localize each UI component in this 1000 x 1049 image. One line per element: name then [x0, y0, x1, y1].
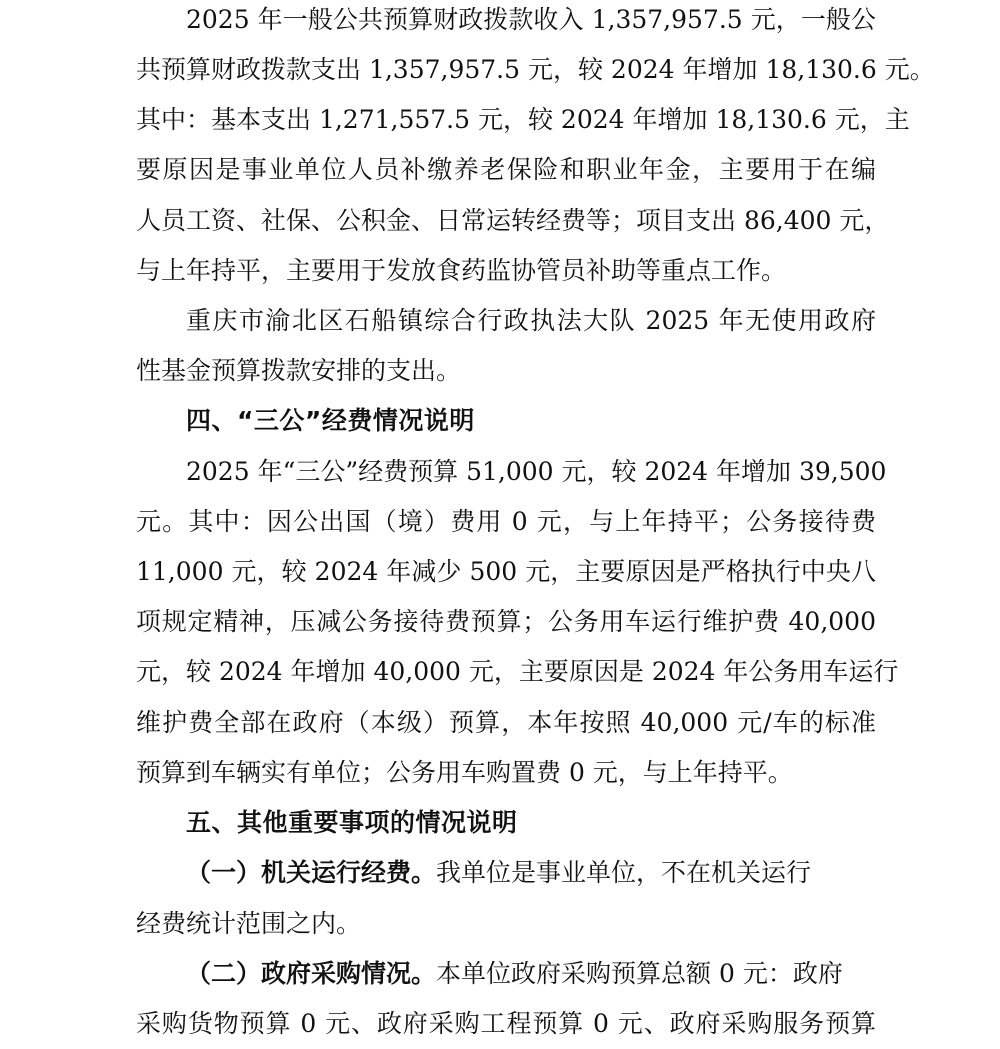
paragraph-line: 采购货物预算 0 元、政府采购工程预算 0 元、政府采购服务预算: [136, 1009, 876, 1038]
paragraph-text: 我单位是事业单位，不在机关运行: [436, 858, 812, 887]
paragraph-line: 性基金预算拨款安排的支出。: [136, 356, 462, 385]
paragraph-line: 11,000 元，较 2024 年减少 500 元，主要原因是严格执行中央八: [136, 557, 876, 586]
paragraph-line: 元。其中：因公出国（境）费用 0 元，与上年持平；公务接待费: [136, 507, 876, 536]
subheading-government-procurement: （二）政府采购情况。: [186, 959, 437, 988]
paragraph-line: 共预算财政拨款支出 1,357,957.5 元，较 2024 年增加 18,130.6 元。: [136, 55, 935, 84]
paragraph-line: 预算到车辆实有单位；公务用车购置费 0 元，与上年持平。: [136, 758, 793, 787]
paragraph-line: 与上年持平，主要用于发放食药监协管员补助等重点工作。: [136, 256, 787, 285]
paragraph-line: 2025 年“三公”经费预算 51,000 元，较 2024 年增加 39,500: [186, 457, 887, 486]
paragraph-line: 项规定精神，压减公务接待费预算；公务用车运行维护费 40,000: [136, 607, 876, 636]
paragraph-line: [186, 949, 876, 999]
subheading-agency-operating-costs: （一）机关运行经费。: [186, 858, 437, 887]
section-heading-other-matters: 五、其他重要事项的情况说明: [186, 808, 518, 837]
paragraph-line: 其中：基本支出 1,271,557.5 元，较 2024 年增加 18,130.6 元，主: [136, 105, 910, 134]
section-heading-san-gong: 四、“三公”经费情况说明: [186, 406, 475, 435]
paragraph-text: 本单位政府采购预算总额 0 元：政府: [436, 959, 843, 988]
paragraph-line: 要原因是事业单位人员补缴养老保险和职业年金，主要用于在编: [136, 155, 876, 184]
paragraph-line: 维护费全部在政府（本级）预算，本年按照 40,000 元/车的标准: [136, 708, 876, 737]
paragraph-line: 2025 年一般公共预算财政拨款收入 1,357,957.5 元，一般公: [186, 5, 876, 34]
paragraph-line: 人员工资、社保、公积金、日常运转经费等；项目支出 86,400 元，: [136, 206, 890, 235]
paragraph-line: 重庆市渝北区石船镇综合行政执法大队 2025 年无使用政府: [186, 306, 876, 335]
paragraph-line: [186, 848, 876, 898]
paragraph-line: 经费统计范围之内。: [136, 909, 362, 938]
paragraph-line: 元，较 2024 年增加 40,000 元，主要原因是 2024 年公务用车运行: [136, 657, 899, 686]
